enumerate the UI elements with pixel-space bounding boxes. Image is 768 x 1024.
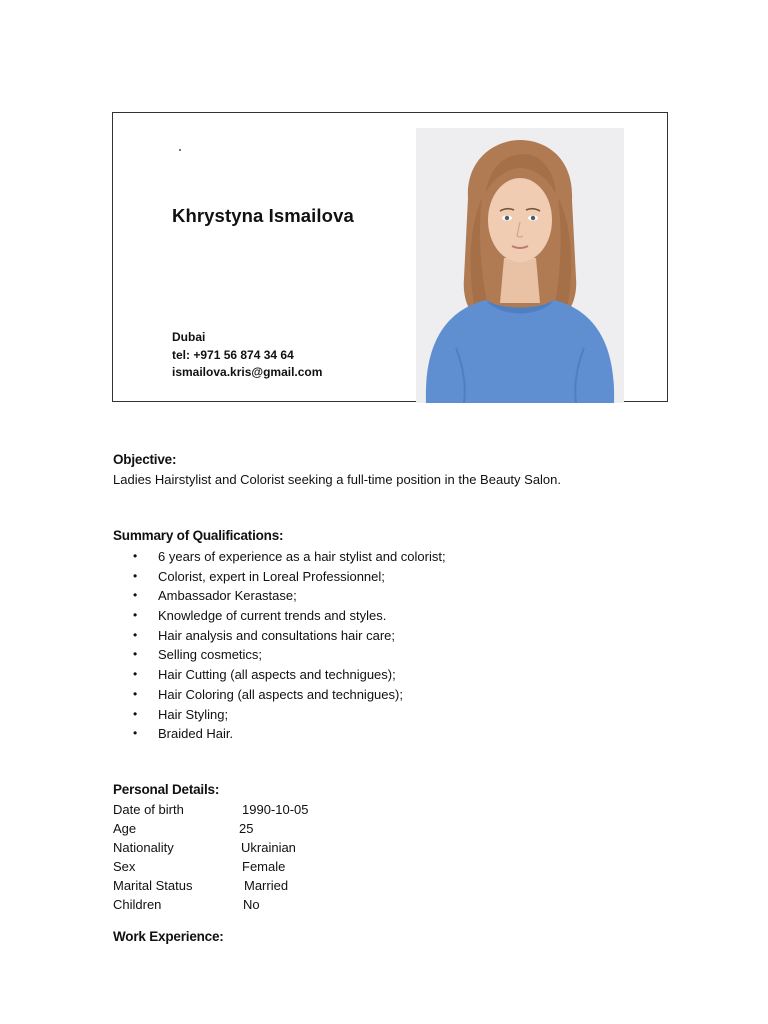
contact-email[interactable]: ismailova.kris@gmail.com — [172, 365, 323, 379]
objective-heading: Objective: — [113, 452, 177, 467]
profile-photo — [416, 128, 624, 403]
detail-label: Nationality — [113, 840, 174, 855]
header-card — [112, 112, 668, 402]
bullet-icon: • — [133, 568, 138, 583]
detail-value: Ukrainian — [241, 840, 296, 855]
list-item: • 6 years of experience as a hair stylist and colorist; — [133, 547, 446, 567]
bullet-icon: • — [133, 588, 138, 603]
detail-label: Sex — [113, 859, 136, 874]
bullet-icon: • — [133, 706, 138, 721]
bullet-icon: • — [133, 726, 138, 741]
contact-block — [172, 329, 322, 382]
list-item: • Hair Coloring (all aspects and technigues); — [133, 685, 446, 705]
list-item: • Braided Hair. — [133, 724, 446, 744]
bullet-icon: • — [133, 667, 138, 682]
qualifications-list — [133, 547, 446, 744]
list-item: • Hair Cutting (all aspects and technigues); — [133, 665, 446, 685]
bullet-icon: • — [133, 608, 138, 623]
detail-label: Age — [113, 821, 137, 836]
decorative-dot — [179, 149, 181, 151]
bullet-icon: • — [133, 686, 138, 701]
detail-value: 25 — [239, 821, 254, 836]
detail-value: 1990-10-05 — [242, 802, 309, 817]
detail-value: Married — [244, 878, 289, 893]
detail-label: Children — [113, 897, 162, 912]
work-experience-heading: Work Experience: — [113, 929, 224, 944]
contact-city: Dubai — [172, 330, 206, 344]
list-item: • Knowledge of current trends and styles. — [133, 606, 446, 626]
bullet-icon: • — [133, 549, 138, 563]
list-item: • Selling cosmetics; — [133, 645, 446, 665]
list-item: • Ambassador Kerastase; — [133, 586, 446, 606]
candidate-name: Khrystyna Ismailova — [172, 205, 354, 226]
qualifications-heading: Summary of Qualifications: — [113, 528, 284, 543]
objective-text: Ladies Hairstylist and Colorist seeking a full-time position in the Beauty Salon. — [113, 472, 562, 487]
detail-value: No — [243, 897, 260, 912]
bullet-icon: • — [133, 647, 138, 662]
list-item: • Colorist, expert in Loreal Professionnel; — [133, 567, 446, 587]
contact-phone: tel: +971 56 874 34 64 — [172, 347, 294, 362]
list-item: • Hair Styling; — [133, 705, 446, 725]
bullet-icon: • — [133, 627, 138, 642]
detail-label: Date of birth — [113, 802, 184, 817]
detail-label: Marital Status — [113, 878, 193, 893]
list-item: • Hair analysis and consultations hair care; — [133, 626, 446, 646]
detail-value: Female — [242, 859, 286, 874]
personal-details-heading: Personal Details: — [113, 782, 220, 797]
